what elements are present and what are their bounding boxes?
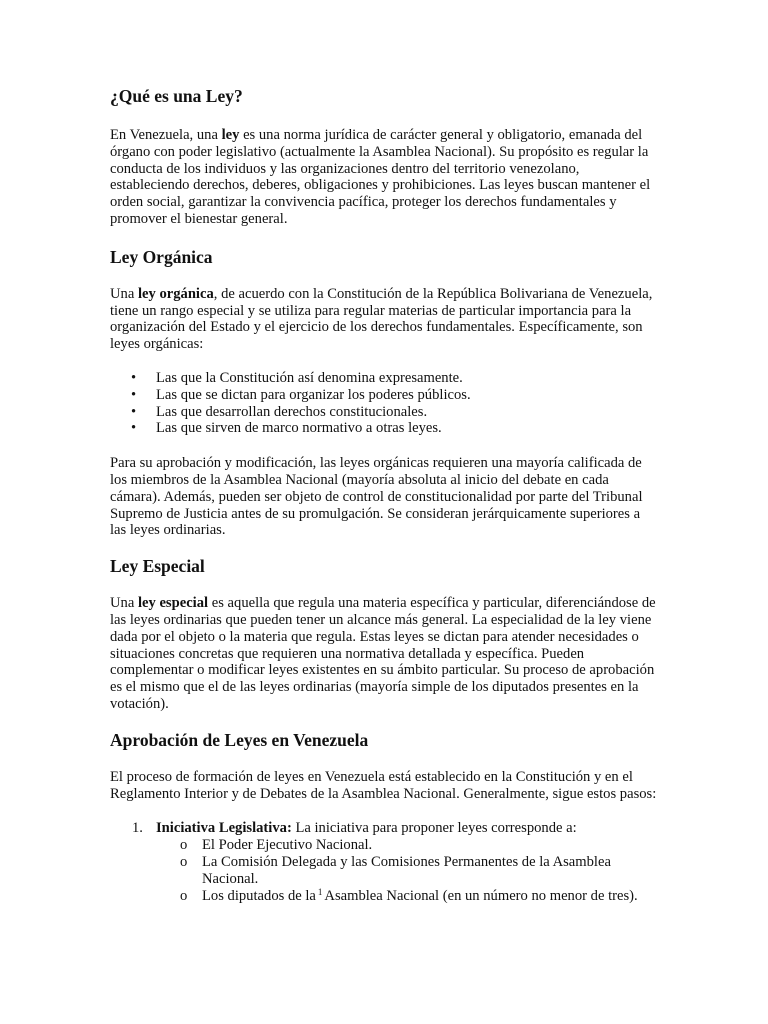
bold-term-ley-especial: ley especial [137, 595, 209, 612]
step-number: 1. [132, 820, 143, 837]
paragraph-ley-especial-definition [110, 595, 658, 713]
bold-term-ley: ley [221, 127, 240, 143]
step-item-iniciativa [110, 820, 658, 904]
bullet-icon: • [131, 420, 137, 437]
list-item [110, 387, 658, 404]
list-item-text: Las que desarrollan derechos constitucionales. [156, 403, 428, 420]
heading-ley-especial: Ley Especial [110, 556, 205, 577]
circle-bullet-icon: o [180, 853, 188, 870]
text-run: es aquella que regula una materia específica y particular, diferenciándose de las leyes ordinarias que pueden tener un alcance más general. La especialidad de la ley viene dada por el objeto o la materia que regula. Estas leyes se dictan para atender necesidades o situaciones concretas que requieren una normativa detallada y específica. Pueden complementar o modificar leyes existentes en su ámbito particular. Su proceso de aprobación es el mismo que el de las leyes ordinarias (mayoría simple de los diputados presentes en la votación). [110, 595, 656, 712]
sublist-item [156, 837, 658, 854]
footnote-marker[interactable]: 1 [317, 886, 323, 897]
bullet-icon: • [131, 369, 137, 386]
iniciativa-sublist [156, 837, 658, 904]
sublist-item-text: La Comisión Delegada y las Comisiones Permanentes de la Asamblea Nacional. [202, 853, 611, 887]
list-item [110, 370, 658, 387]
paragraph-aprobacion-intro: El proceso de formación de leyes en Venezuela está establecido en la Constitución y en el Reglamento Interior y de Debates de la Asamblea Nacional. Generalmente, sigue estos pasos: [110, 768, 657, 802]
list-item-text: Las que sirven de marco normativo a otras leyes. [156, 420, 442, 437]
paragraph-ley-organica-aprobacion: Para su aprobación y modificación, las leyes orgánicas requieren una mayoría calificada de los miembros de la Asamblea Nacional (mayoría absoluta al inicio del debate en cada cámara). Además, pueden ser objeto de control de constitucionalidad por parte del Tribunal Supremo de Justicia antes de su promulgación. Se consideran jerárquicamente superiores a las leyes ordinarias. [110, 455, 643, 539]
text-run: Una [110, 595, 138, 612]
sublist-item-text: Asamblea Nacional (en un número no menor de tres). [324, 887, 638, 904]
text-run: Una [110, 285, 138, 302]
sublist-item [156, 888, 658, 905]
text-run: , de acuerdo con la Constitución de la República Bolivariana de Venezuela, tiene un rango especial y se utiliza para regular materias de particular importancia para la organización del Estado y el ejercicio de los derechos fundamentales. Específicamente, son leyes orgánicas: [110, 285, 653, 353]
circle-bullet-icon: o [180, 837, 188, 854]
heading-aprobacion-de-leyes: Aprobación de Leyes en Venezuela [110, 729, 369, 750]
sublist-item-text: El Poder Ejecutivo Nacional. [202, 837, 373, 854]
bullet-icon: • [131, 403, 137, 420]
sublist-item-text: Los diputados de la [202, 887, 316, 904]
bold-term-ley-organica: ley orgánica [137, 285, 214, 302]
sublist-item [156, 854, 658, 888]
list-item-text: Las que la Constitución así denomina expresamente. [156, 369, 463, 386]
step-text: La iniciativa para proponer leyes corresponde a: [291, 820, 577, 837]
ley-organica-list [110, 370, 658, 437]
paragraph-ley-organica-definition [110, 286, 658, 353]
list-item [110, 404, 658, 421]
circle-bullet-icon: o [180, 887, 188, 904]
list-item-text: Las que se dictan para organizar los poderes públicos. [156, 386, 471, 403]
text-run: es una norma jurídica de carácter general y obligatorio, emanada del órgano con poder legislativo (actualmente la Asamblea Nacional). Su propósito es regular la conducta de los individuos y las organizaciones dentro del territorio venezolano, estableciendo derechos, deberes, obligaciones y prohibiciones. Las leyes buscan mantener el orden social, garantizar la convivencia pacífica, proteger los derechos fundamentales y promover el bienestar general. [110, 127, 651, 227]
bullet-icon: • [131, 386, 137, 403]
paragraph-ley-definition [110, 127, 658, 228]
list-item [110, 420, 658, 437]
step-label: Iniciativa Legislativa: [156, 820, 292, 837]
aprobacion-steps-list [110, 820, 658, 904]
text-run: En Venezuela, una [110, 127, 222, 143]
heading-que-es-una-ley: ¿Qué es una Ley? [110, 86, 243, 106]
heading-ley-organica: Ley Orgánica [110, 246, 213, 267]
